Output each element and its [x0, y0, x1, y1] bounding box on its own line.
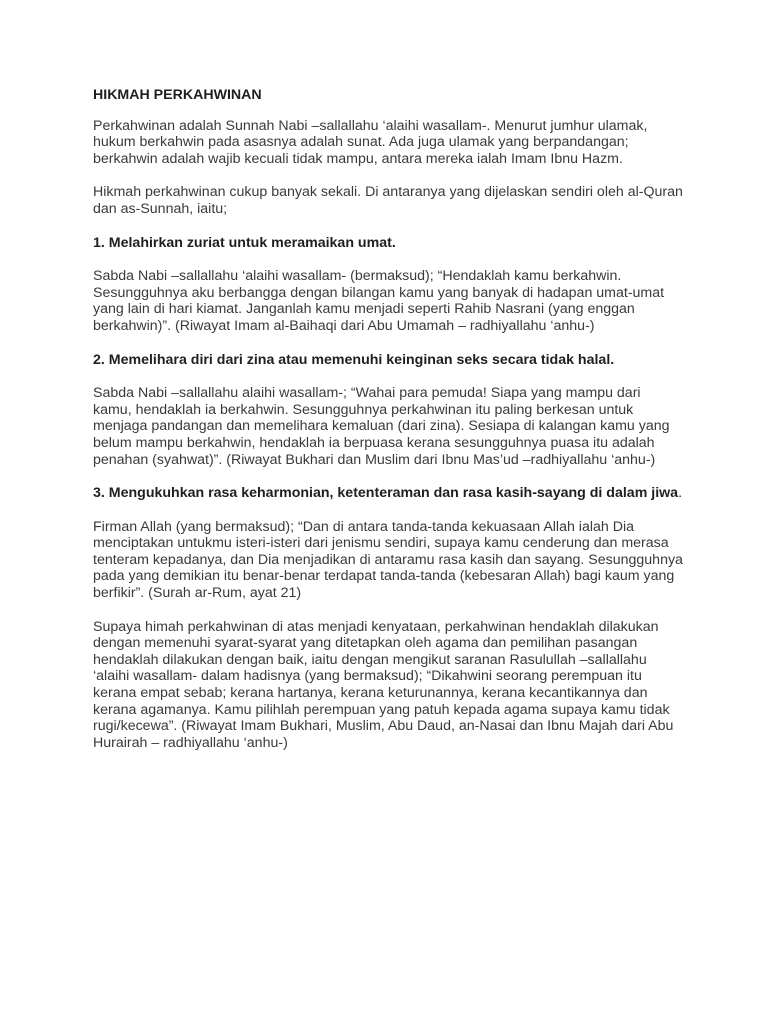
section-heading-text: 3. Mengukuhkan rasa keharmonian, ketenteraman dan rasa kasih-sayang di dalam jiwa [93, 485, 679, 502]
section-heading-text: 2. Memelihara diri dari zina atau memenuhi keinginan seks secara tidak halal. [93, 351, 615, 368]
intro-paragraph: Hikmah perkahwinan cukup banyak sekali. Di antaranya yang dijelaskan sendiri oleh al-Quran dan as-Sunnah, iaitu; [93, 184, 683, 217]
section-heading-text: 1. Melahirkan zuriat untuk meramaikan umat. [93, 234, 396, 251]
section-heading [93, 235, 683, 252]
section-heading [93, 485, 683, 502]
closing-paragraph: Supaya himah perkahwinan di atas menjadi kenyataan, perkahwinan hendaklah dilakukan dengan memenuhi syarat-syarat yang ditetapkan oleh agama dan pemilihan pasangan hendaklah dilakukan dengan baik, iaitu dengan mengikut saranan Rasulullah –sallallahu ‘alaihi wasallam- dalam hadisnya (yang bermaksud); “Dikahwini seorang perempuan itu kerana empat sebab; kerana hartanya, kerana keturunannya, kerana kecantikannya dan kerana agamanya. Kamu pilihlah perempuan yang patuh kepada agama supaya kamu tidak rugi/kecewa”. (Riwayat Imam Bukhari, Muslim, Abu Daud, an-Nasai dan Ibnu Majah dari Abu Hurairah – radhiyallahu ‘anhu-) [93, 618, 674, 751]
page-title: HIKMAH PERKAHWINAN [93, 87, 262, 103]
document-page [93, 87, 683, 768]
intro-paragraph: Perkahwinan adalah Sunnah Nabi –sallallahu ‘alaihi wasallam-. Menurut jumhur ulamak, hukum berkahwin pada asasnya adalah sunat. Ada juga ulamak yang berpandangan; berkahwin adalah wajib kecuali tidak mampu, antara mereka ialah Imam Ibnu Hazm. [93, 117, 648, 167]
section-body: Firman Allah (yang bermaksud); “Dan di antara tanda-tanda kekuasaan Allah ialah Dia menciptakan untukmu isteri-isteri dari jenismu sendiri, supaya kamu cenderung dan merasa tenteram kepadanya, dan Dia menjadikan di antaramu rasa kasih dan sayang. Sesungguhnya pada yang demikian itu benar-benar terdapat tanda-tanda (kebesaran Allah) bagi kaum yang berfikir”. (Surah ar-Rum, ayat 21) [93, 518, 683, 602]
section-heading-tail: . [678, 485, 683, 502]
section-body: Sabda Nabi –sallallahu alaihi wasallam-; “Wahai para pemuda! Siapa yang mampu dari kamu, hendaklah ia berkahwin. Sesungguhnya perkahwinan itu paling berkesan untuk menjaga pandangan dan memelihara kemaluan (dari zina). Sesiapa di kalangan kamu yang belum mampu berkahwin, hendaklah ia berpuasa kerana sesungguhnya puasa itu adalah penahan (syahwat)”. (Riwayat Bukhari dan Muslim dari Ibnu Mas’ud –radhiyallahu ‘anhu-) [93, 385, 670, 468]
section-heading [93, 352, 683, 369]
section-body: Sabda Nabi –sallallahu ‘alaihi wasallam- (bermaksud); “Hendaklah kamu berkahwin. Sesungguhnya aku berbangga dengan bilangan kamu yang banyak di hadapan umat-umat yang lain di hari kiamat. Janganlah kamu menjadi seperti Rahib Nasrani (yang enggan berkahwin)”. (Riwayat Imam al-Baihaqi dari Abu Umamah – radhiyallahu ‘anhu-) [93, 268, 665, 334]
